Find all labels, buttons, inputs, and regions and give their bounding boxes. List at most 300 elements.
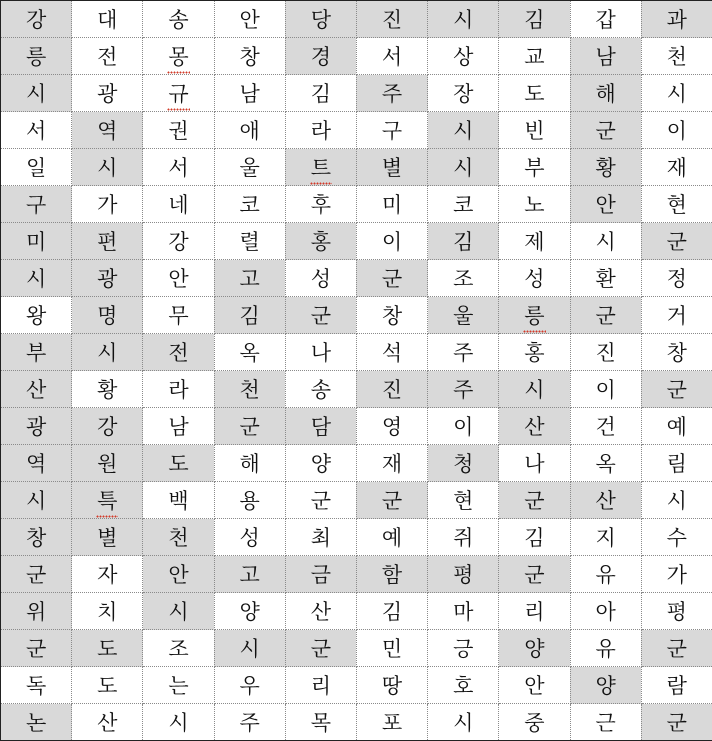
cell-letter: 강	[97, 415, 117, 439]
grid-cell	[72, 297, 143, 334]
grid-cell	[499, 556, 570, 593]
cell-letter: 군	[311, 637, 331, 661]
grid-cell	[641, 38, 712, 75]
grid-cell	[1, 223, 72, 260]
grid-cell	[214, 223, 285, 260]
grid-row	[1, 38, 712, 75]
grid-cell	[570, 593, 641, 630]
cell-letter: 군	[595, 119, 615, 143]
grid-cell	[499, 704, 570, 741]
cell-letter: 자	[97, 563, 117, 587]
cell-letter: 나	[524, 452, 544, 476]
grid-cell	[1, 519, 72, 556]
cell-letter: 호	[453, 674, 473, 698]
grid-cell	[72, 75, 143, 112]
grid-cell	[285, 75, 356, 112]
cell-letter: 근	[595, 711, 615, 735]
grid-cell	[499, 112, 570, 149]
grid-cell	[72, 630, 143, 667]
grid-row	[1, 75, 712, 112]
grid-cell	[143, 186, 214, 223]
grid-cell	[428, 297, 499, 334]
cell-letter: 금	[311, 563, 331, 587]
cell-letter: 산	[26, 378, 46, 402]
grid-cell	[570, 408, 641, 445]
cell-letter: 주	[382, 82, 402, 106]
grid-cell	[285, 482, 356, 519]
grid-cell	[143, 704, 214, 741]
cell-letter: 네	[168, 193, 188, 217]
grid-cell	[499, 1, 570, 38]
cell-letter: 양	[311, 452, 331, 476]
grid-cell	[499, 334, 570, 371]
grid-cell	[499, 445, 570, 482]
cell-letter: 송	[311, 378, 331, 402]
grid-cell	[499, 408, 570, 445]
grid-body	[1, 1, 712, 741]
cell-letter: 렬	[240, 230, 260, 254]
grid-cell	[143, 630, 214, 667]
cell-letter: 목	[311, 711, 331, 735]
cell-letter: 긍	[453, 637, 473, 661]
cell-letter: 황	[595, 156, 615, 180]
grid-cell	[214, 593, 285, 630]
cell-letter: 라	[168, 378, 188, 402]
grid-cell	[1, 149, 72, 186]
cell-letter: 릉	[524, 300, 544, 330]
grid-cell	[499, 75, 570, 112]
cell-letter: 안	[168, 563, 188, 587]
cell-letter: 경	[311, 45, 331, 69]
grid-cell	[641, 445, 712, 482]
cell-letter: 역	[26, 452, 46, 476]
cell-letter: 몽	[168, 41, 188, 71]
cell-letter: 장	[453, 82, 473, 106]
cell-letter: 시	[667, 82, 687, 106]
cell-letter: 함	[382, 563, 402, 587]
grid-cell	[428, 408, 499, 445]
cell-letter: 김	[524, 526, 544, 550]
cell-letter: 천	[667, 45, 687, 69]
cell-letter: 규	[168, 78, 188, 108]
grid-cell	[143, 149, 214, 186]
grid-cell	[214, 149, 285, 186]
cell-letter: 김	[311, 82, 331, 106]
grid-cell	[641, 630, 712, 667]
grid-cell	[72, 482, 143, 519]
grid-row	[1, 408, 712, 445]
grid-cell	[143, 519, 214, 556]
cell-letter: 당	[311, 8, 331, 32]
grid-cell	[356, 223, 427, 260]
grid-cell	[570, 223, 641, 260]
cell-letter: 김	[524, 8, 544, 32]
grid-cell	[356, 297, 427, 334]
cell-letter: 독	[26, 674, 46, 698]
grid-row	[1, 260, 712, 297]
grid-cell	[214, 408, 285, 445]
cell-letter: 석	[382, 341, 402, 365]
grid-cell	[356, 75, 427, 112]
cell-letter: 현	[667, 193, 687, 217]
cell-letter: 시	[524, 378, 544, 402]
grid-row	[1, 1, 712, 38]
grid-cell	[1, 334, 72, 371]
grid-cell	[428, 593, 499, 630]
cell-letter: 조	[168, 637, 188, 661]
grid-row	[1, 334, 712, 371]
grid-cell	[428, 223, 499, 260]
cell-letter: 송	[168, 8, 188, 32]
grid-cell	[214, 704, 285, 741]
grid-cell	[1, 482, 72, 519]
grid-cell	[570, 75, 641, 112]
grid-cell	[143, 334, 214, 371]
cell-letter: 서	[168, 156, 188, 180]
grid-cell	[356, 445, 427, 482]
grid-cell	[72, 519, 143, 556]
cell-letter: 노	[524, 193, 544, 217]
cell-letter: 서	[382, 45, 402, 69]
cell-letter: 유	[595, 637, 615, 661]
grid-cell	[499, 482, 570, 519]
grid-cell	[428, 75, 499, 112]
grid-cell	[499, 593, 570, 630]
cell-letter: 특	[97, 485, 117, 515]
grid-cell	[356, 556, 427, 593]
grid-cell	[641, 149, 712, 186]
cell-letter: 시	[97, 156, 117, 180]
grid-cell	[356, 482, 427, 519]
grid-cell	[1, 371, 72, 408]
cell-letter: 시	[26, 489, 46, 513]
grid-cell	[428, 149, 499, 186]
cell-letter: 군	[667, 230, 687, 254]
grid-cell	[428, 704, 499, 741]
grid-cell	[285, 334, 356, 371]
grid-cell	[428, 260, 499, 297]
cell-letter: 는	[168, 674, 188, 698]
grid-cell	[428, 482, 499, 519]
grid-cell	[285, 1, 356, 38]
grid-cell	[570, 112, 641, 149]
cell-letter: 빈	[524, 119, 544, 143]
cell-letter: 담	[311, 415, 331, 439]
grid-cell	[570, 186, 641, 223]
grid-cell	[285, 149, 356, 186]
grid-cell	[356, 149, 427, 186]
cell-letter: 시	[240, 637, 260, 661]
cell-letter: 평	[453, 563, 473, 587]
cell-letter: 위	[26, 600, 46, 624]
cell-letter: 아	[595, 600, 615, 624]
grid-cell	[143, 38, 214, 75]
cell-letter: 대	[97, 8, 117, 32]
grid-cell	[428, 519, 499, 556]
cell-letter: 군	[667, 711, 687, 735]
grid-cell	[72, 371, 143, 408]
grid-cell	[214, 630, 285, 667]
grid-row	[1, 186, 712, 223]
grid-cell	[428, 371, 499, 408]
cell-letter: 산	[97, 711, 117, 735]
grid-cell	[356, 334, 427, 371]
cell-letter: 고	[240, 563, 260, 587]
grid-cell	[570, 482, 641, 519]
cell-letter: 청	[453, 452, 473, 476]
grid-cell	[1, 1, 72, 38]
grid-cell	[214, 667, 285, 704]
cell-letter: 이	[382, 230, 402, 254]
grid-cell	[356, 519, 427, 556]
cell-letter: 권	[168, 119, 188, 143]
grid-cell	[1, 260, 72, 297]
grid-cell	[570, 260, 641, 297]
grid-cell	[641, 482, 712, 519]
grid-row	[1, 556, 712, 593]
cell-letter: 구	[382, 119, 402, 143]
cell-letter: 백	[168, 489, 188, 513]
cell-letter: 시	[453, 119, 473, 143]
cell-letter: 성	[240, 526, 260, 550]
cell-letter: 재	[382, 452, 402, 476]
grid-row	[1, 297, 712, 334]
cell-letter: 산	[311, 600, 331, 624]
grid-cell	[570, 149, 641, 186]
grid-cell	[428, 38, 499, 75]
grid-cell	[1, 408, 72, 445]
cell-letter: 이	[453, 415, 473, 439]
cell-letter: 시	[453, 8, 473, 32]
grid-cell	[143, 482, 214, 519]
grid-cell	[285, 704, 356, 741]
cell-letter: 산	[524, 415, 544, 439]
grid-cell	[214, 260, 285, 297]
cell-letter: 성	[311, 267, 331, 291]
cell-letter: 안	[168, 267, 188, 291]
grid-cell	[72, 149, 143, 186]
grid-cell	[143, 1, 214, 38]
grid-cell	[570, 667, 641, 704]
cell-letter: 가	[667, 563, 687, 587]
grid-cell	[285, 667, 356, 704]
grid-cell	[570, 630, 641, 667]
grid-cell	[143, 408, 214, 445]
grid-cell	[143, 112, 214, 149]
cell-letter: 일	[26, 156, 46, 180]
cell-letter: 남	[595, 45, 615, 69]
grid-cell	[285, 186, 356, 223]
grid-cell	[356, 112, 427, 149]
cell-letter: 울	[240, 156, 260, 180]
cell-letter: 최	[311, 526, 331, 550]
cell-letter: 군	[26, 637, 46, 661]
grid-row	[1, 519, 712, 556]
cell-letter: 천	[240, 378, 260, 402]
grid-cell	[356, 630, 427, 667]
cell-letter: 남	[168, 415, 188, 439]
cell-letter: 시	[26, 267, 46, 291]
grid-cell	[641, 297, 712, 334]
cell-letter: 서	[26, 119, 46, 143]
grid-cell	[570, 1, 641, 38]
cell-letter: 시	[26, 82, 46, 106]
grid-cell	[214, 482, 285, 519]
cell-letter: 민	[382, 637, 402, 661]
grid-cell	[72, 445, 143, 482]
cell-letter: 용	[240, 489, 260, 513]
cell-letter: 유	[595, 563, 615, 587]
cell-letter: 별	[382, 156, 402, 180]
cell-letter: 코	[240, 193, 260, 217]
cell-letter: 시	[97, 341, 117, 365]
cell-letter: 영	[382, 415, 402, 439]
cell-letter: 시	[168, 600, 188, 624]
cell-letter: 건	[595, 415, 615, 439]
cell-letter: 과	[667, 8, 687, 32]
cell-letter: 전	[97, 45, 117, 69]
grid-cell	[1, 556, 72, 593]
grid-cell	[285, 556, 356, 593]
grid-cell	[214, 334, 285, 371]
grid-cell	[641, 260, 712, 297]
cell-letter: 편	[97, 230, 117, 254]
cell-letter: 강	[26, 8, 46, 32]
grid-cell	[72, 556, 143, 593]
grid-cell	[570, 371, 641, 408]
cell-letter: 안	[595, 193, 615, 217]
grid-cell	[72, 112, 143, 149]
grid-cell	[143, 667, 214, 704]
cell-letter: 옥	[595, 452, 615, 476]
cell-letter: 릉	[26, 45, 46, 69]
cell-letter: 광	[97, 82, 117, 106]
cell-letter: 원	[97, 452, 117, 476]
cell-letter: 미	[26, 230, 46, 254]
cell-letter: 도	[97, 637, 117, 661]
cell-letter: 왕	[26, 304, 46, 328]
grid-cell	[143, 445, 214, 482]
cell-letter: 군	[382, 267, 402, 291]
grid-cell	[356, 704, 427, 741]
cell-letter: 군	[311, 489, 331, 513]
grid-cell	[570, 704, 641, 741]
grid-cell	[356, 38, 427, 75]
grid-cell	[428, 445, 499, 482]
grid-row	[1, 630, 712, 667]
grid-cell	[72, 223, 143, 260]
grid-cell	[356, 593, 427, 630]
grid-cell	[641, 408, 712, 445]
cell-letter: 평	[667, 600, 687, 624]
grid-cell	[214, 75, 285, 112]
grid-row	[1, 223, 712, 260]
grid-cell	[214, 38, 285, 75]
cell-letter: 제	[524, 230, 544, 254]
cell-letter: 이	[667, 119, 687, 143]
cell-letter: 강	[168, 230, 188, 254]
grid-cell	[72, 408, 143, 445]
grid-cell	[285, 297, 356, 334]
cell-letter: 정	[667, 267, 687, 291]
grid-cell	[214, 186, 285, 223]
grid-cell	[499, 149, 570, 186]
cell-letter: 부	[524, 156, 544, 180]
cell-letter: 시	[595, 230, 615, 254]
cell-letter: 시	[453, 156, 473, 180]
cell-letter: 예	[382, 526, 402, 550]
cell-letter: 트	[311, 152, 331, 182]
cell-letter: 갑	[595, 8, 615, 32]
cell-letter: 군	[311, 304, 331, 328]
grid-cell	[641, 75, 712, 112]
grid-cell	[285, 371, 356, 408]
cell-letter: 군	[240, 415, 260, 439]
cell-letter: 양	[240, 600, 260, 624]
cell-letter: 리	[311, 674, 331, 698]
grid-cell	[570, 556, 641, 593]
grid-cell	[499, 223, 570, 260]
cell-letter: 광	[26, 415, 46, 439]
grid-cell	[499, 186, 570, 223]
grid-cell	[285, 38, 356, 75]
cell-letter: 울	[453, 304, 473, 328]
grid-cell	[1, 186, 72, 223]
cell-letter: 김	[453, 230, 473, 254]
grid-cell	[1, 297, 72, 334]
cell-letter: 논	[26, 711, 46, 735]
grid-cell	[356, 260, 427, 297]
cell-letter: 주	[453, 378, 473, 402]
cell-letter: 전	[168, 341, 188, 365]
grid-cell	[641, 1, 712, 38]
cell-letter: 주	[240, 711, 260, 735]
cell-letter: 군	[382, 489, 402, 513]
grid-cell	[143, 260, 214, 297]
cell-letter: 해	[595, 82, 615, 106]
grid-cell	[214, 1, 285, 38]
cell-letter: 고	[240, 267, 260, 291]
grid-cell	[356, 371, 427, 408]
grid-cell	[1, 593, 72, 630]
grid-cell	[285, 593, 356, 630]
grid-cell	[356, 186, 427, 223]
cell-letter: 김	[240, 304, 260, 328]
grid-row	[1, 482, 712, 519]
grid-cell	[641, 371, 712, 408]
grid-cell	[1, 704, 72, 741]
grid-cell	[285, 408, 356, 445]
grid-cell	[285, 260, 356, 297]
grid-cell	[570, 519, 641, 556]
cell-letter: 땅	[382, 674, 402, 698]
cell-letter: 창	[667, 341, 687, 365]
cell-letter: 상	[453, 45, 473, 69]
cell-letter: 별	[97, 526, 117, 550]
cell-letter: 거	[667, 304, 687, 328]
grid-cell	[214, 556, 285, 593]
cell-letter: 도	[524, 82, 544, 106]
cell-letter: 무	[168, 304, 188, 328]
cell-letter: 조	[453, 267, 473, 291]
grid-cell	[72, 1, 143, 38]
grid-row	[1, 371, 712, 408]
grid-cell	[143, 223, 214, 260]
cell-letter: 도	[97, 674, 117, 698]
cell-letter: 재	[667, 156, 687, 180]
grid-row	[1, 149, 712, 186]
cell-letter: 황	[97, 378, 117, 402]
